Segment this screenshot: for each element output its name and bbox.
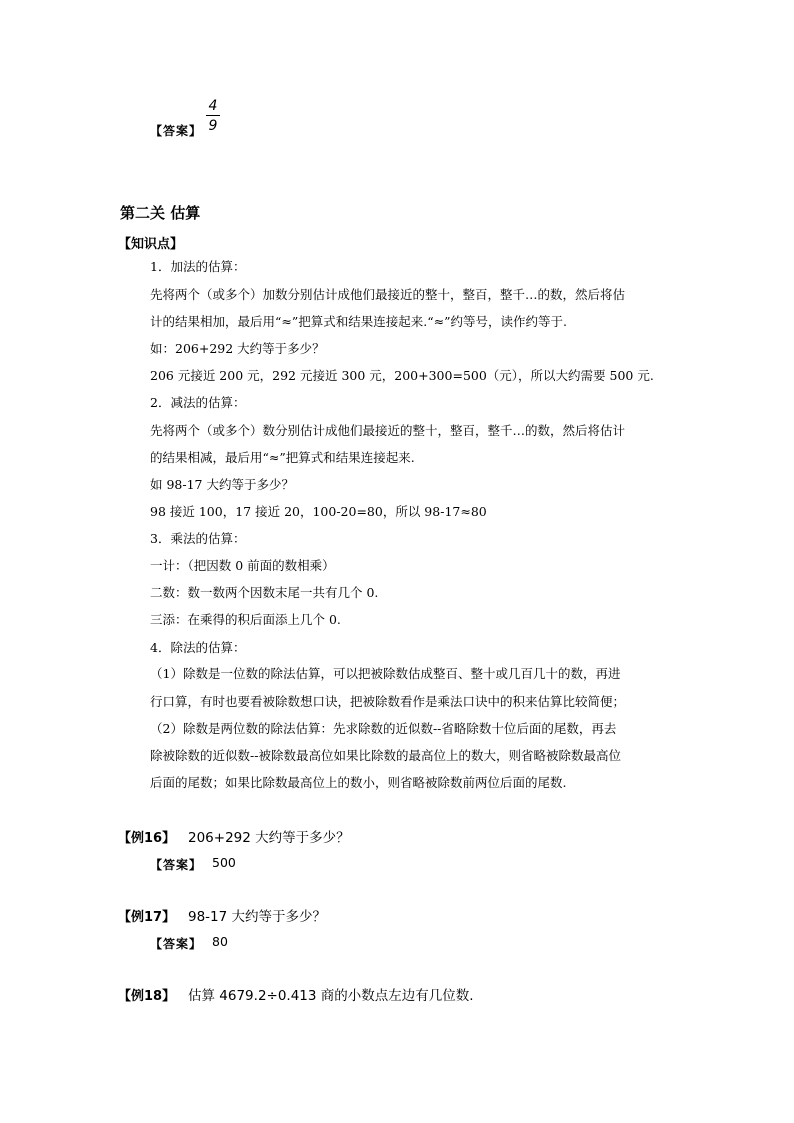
body-line: 2．减法的估算： <box>150 395 246 410</box>
example-label: 【例16】 <box>118 831 176 846</box>
body-line: （2）除数是两位数的除法估算：先求除数的近似数--省略除数十位后面的尾数，再去 <box>150 721 617 736</box>
body-line: 先将两个（或多个）加数分别估计成他们最接近的整十，整百，整千…的数，然后将估 <box>150 287 626 302</box>
answer-label: 【答案】 <box>150 937 203 951</box>
body-line: （1）除数是一位数的除法估算，可以把被除数估成整百、整十或几百几十的数，再进 <box>150 666 621 681</box>
body-line: 如：206+292 大约等于多少？ <box>150 341 325 356</box>
body-line: 4．除法的估算： <box>150 640 246 655</box>
body-line: 先将两个（或多个）数分别估计成他们最接近的整十，整百，整千…的数，然后将估计 <box>150 423 626 438</box>
example-question: 估算 4679.2÷0.413 商的小数点左边有几位数. <box>188 988 474 1004</box>
answer-fraction <box>206 98 220 134</box>
body-line: 一计：（把因数 0 前面的数相乘） <box>150 558 335 573</box>
answer-value: 80 <box>212 934 228 949</box>
example-label: 【例18】 <box>118 989 176 1004</box>
body-line: 计的结果相加，最后用“≈”把算式和结果连接起来.“≈”约等号，读作约等于. <box>150 314 567 329</box>
body-line: 的结果相减，最后用“≈”把算式和结果连接起来. <box>150 450 415 465</box>
example-question: 206+292 大约等于多少？ <box>188 830 350 846</box>
example-label: 【例17】 <box>118 910 176 925</box>
body-line: 后面的尾数；如果比除数最高位上的数小，则省略被除数前两位后面的尾数. <box>150 775 567 790</box>
fraction-denominator: 9 <box>208 118 218 134</box>
body-line: 98 接近 100，17 接近 20，100-20=80，所以 98-17≈80 <box>150 504 487 519</box>
answer-label: 【答案】 <box>150 124 203 138</box>
fraction-numerator: 4 <box>208 98 218 114</box>
knowledge-label: 【知识点】 <box>118 237 184 252</box>
body-line: 三添：在乘得的积后面添上几个 0. <box>150 612 341 627</box>
body-line: 3．乘法的估算： <box>150 531 246 546</box>
answer-value: 500 <box>212 855 236 870</box>
body-line: 1．加法的估算： <box>150 259 246 274</box>
answer-label: 【答案】 <box>150 858 203 872</box>
fraction-bar <box>206 115 220 116</box>
body-line: 行口算，有时也要看被除数想口诀，把被除数看作是乘法口诀中的积来估算比较简便； <box>150 694 626 709</box>
body-line: 二数：数一数两个因数末尾一共有几个 0. <box>150 585 379 600</box>
body-line: 如 98-17 大约等于多少？ <box>150 477 294 492</box>
body-line: 除被除数的近似数--被除数最高位如果比除数的最高位上的数大，则省略被除数最高位 <box>150 748 621 763</box>
example-question: 98-17 大约等于多少？ <box>188 909 327 925</box>
section-title: 第二关 估算 <box>120 204 201 222</box>
body-line: 206 元接近 200 元，292 元接近 300 元，200+300=500（元），所以大约需要 500 元. <box>150 368 654 383</box>
